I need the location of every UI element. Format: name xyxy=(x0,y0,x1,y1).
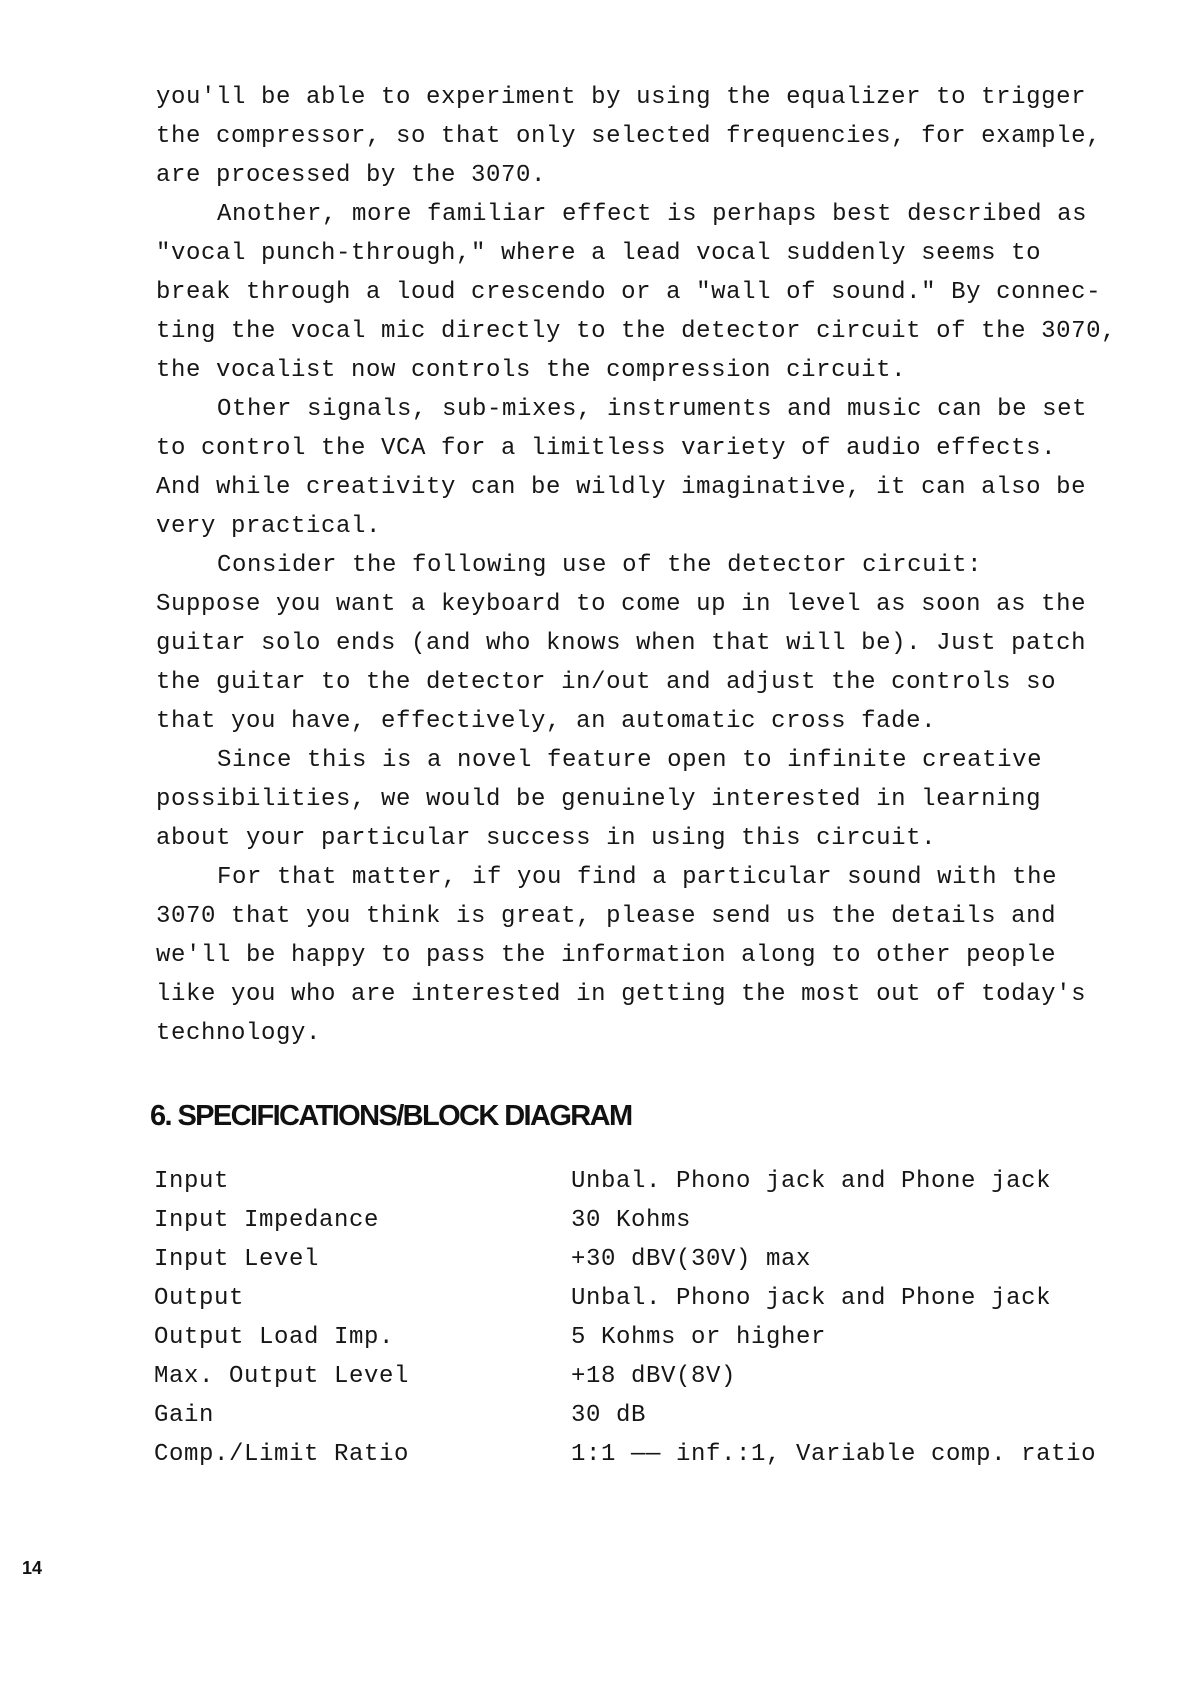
spec-label: Output Load Imp. xyxy=(154,1324,395,1351)
text-line: technology. xyxy=(156,1020,322,1047)
text-line: that you have, effectively, an automatic cross fade. xyxy=(156,708,937,735)
spec-value: Unbal. Phono jack and Phone jack xyxy=(571,1285,1052,1312)
text-line: "vocal punch-through," where a lead vocal suddenly seems to xyxy=(156,240,1042,267)
spec-row xyxy=(154,1162,1154,1201)
text-line: Consider the following use of the detector circuit: xyxy=(217,552,983,579)
text-line: the vocalist now controls the compression circuit. xyxy=(156,357,907,384)
text-line: like you who are interested in getting the most out of today's xyxy=(156,981,1087,1008)
spec-value: +18 dBV(8V) xyxy=(571,1363,737,1390)
text-line: the guitar to the detector in/out and adjust the controls so xyxy=(156,669,1057,696)
spec-label: Comp./Limit Ratio xyxy=(154,1441,410,1468)
spec-label: Output xyxy=(154,1285,245,1312)
text-line: Other signals, sub-mixes, instruments and music can be set xyxy=(217,396,1088,423)
body-text xyxy=(156,78,1146,1053)
spec-label: Gain xyxy=(154,1402,215,1429)
text-line: Another, more familiar effect is perhaps best described as xyxy=(217,201,1088,228)
spec-row xyxy=(154,1318,1154,1357)
text-line: Since this is a novel feature open to infinite creative xyxy=(217,747,1043,774)
paragraph xyxy=(156,195,1146,390)
text-line: possibilities, we would be genuinely interested in learning xyxy=(156,786,1042,813)
text-line: are processed by the 3070. xyxy=(156,162,547,189)
spec-row xyxy=(154,1201,1154,1240)
spec-row xyxy=(154,1240,1154,1279)
paragraph xyxy=(156,78,1146,195)
text-line: Suppose you want a keyboard to come up in level as soon as the xyxy=(156,591,1087,618)
spec-value: 30 Kohms xyxy=(571,1207,692,1234)
paragraph xyxy=(156,741,1146,858)
spec-value: 1:1 —— inf.:1, Variable comp. ratio xyxy=(571,1441,1097,1468)
text-line: we'll be happy to pass the information along to other people xyxy=(156,942,1057,969)
spec-label: Input Impedance xyxy=(154,1207,380,1234)
spec-row xyxy=(154,1396,1154,1435)
text-line: For that matter, if you find a particular sound with the xyxy=(217,864,1058,891)
spec-row xyxy=(154,1435,1154,1474)
spec-row xyxy=(154,1279,1154,1318)
text-line: the compressor, so that only selected frequencies, for example, xyxy=(156,123,1102,150)
spec-value: Unbal. Phono jack and Phone jack xyxy=(571,1168,1052,1195)
text-line: you'll be able to experiment by using the equalizer to trigger xyxy=(156,84,1087,111)
text-line: to control the VCA for a limitless variety of audio effects. xyxy=(156,435,1057,462)
text-line: guitar solo ends (and who knows when that will be). Just patch xyxy=(156,630,1087,657)
text-line: 3070 that you think is great, please send us the details and xyxy=(156,903,1057,930)
spec-label: Input xyxy=(154,1168,230,1195)
text-line: about your particular success in using this circuit. xyxy=(156,825,937,852)
paragraph xyxy=(156,546,1146,741)
spec-row xyxy=(154,1357,1154,1396)
section-heading: 6. SPECIFICATIONS/BLOCK DIAGRAM xyxy=(150,1100,632,1132)
spec-label: Max. Output Level xyxy=(154,1363,410,1390)
text-line: ting the vocal mic directly to the detector circuit of the 3070, xyxy=(156,318,1117,345)
text-line: very practical. xyxy=(156,513,382,540)
spec-value: 30 dB xyxy=(571,1402,647,1429)
spec-value: +30 dBV(30V) max xyxy=(571,1246,812,1273)
text-line: And while creativity can be wildly imaginative, it can also be xyxy=(156,474,1087,501)
page-number: 14 xyxy=(22,1558,43,1578)
text-line: break through a loud crescendo or a "wall of sound." By connec- xyxy=(156,279,1102,306)
paragraph xyxy=(156,858,1146,1053)
specifications-table xyxy=(154,1162,1154,1474)
spec-value: 5 Kohms or higher xyxy=(571,1324,827,1351)
spec-label: Input Level xyxy=(154,1246,320,1273)
paragraph xyxy=(156,390,1146,546)
